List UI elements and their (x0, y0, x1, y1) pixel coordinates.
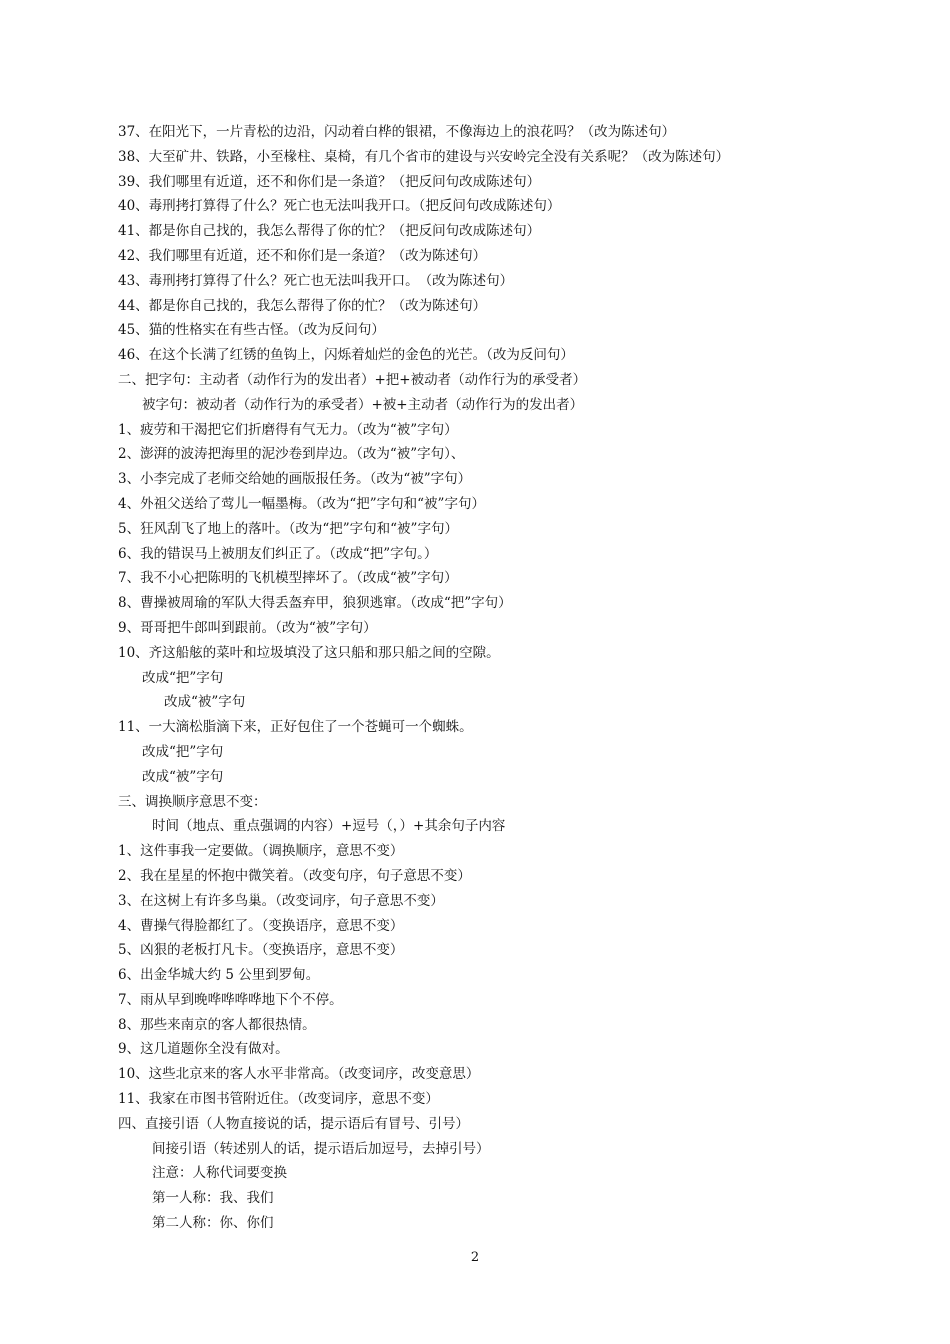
text-line: 4、外祖父送给了莺儿一幅墨梅。（改为“把”字句和“被”字句） (118, 495, 485, 512)
text-line: 被字句：被动者（动作行为的承受者）+被+主动者（动作行为的发出者） (142, 396, 584, 413)
text-line: 11、一大滴松脂滴下来，正好包住了一个苍蝇可一个蜘蛛。 (118, 719, 473, 736)
page-number: 2 (470, 1250, 480, 1265)
text-line: 3、小李完成了老师交给她的画版报任务。（改为“被”字句） (118, 471, 472, 488)
text-line: 1、疲劳和干渴把它们折磨得有气无力。（改为“被”字句） (118, 421, 458, 438)
text-line: 7、雨从早到晚哗哗哗哗地下个不停。 (118, 991, 343, 1008)
text-line: 时间（地点、重点强调的内容）+逗号（，）+其余句子内容 (152, 818, 506, 835)
document-body (118, 120, 918, 1236)
text-line: 42、我们哪里有近道，还不和你们是一条道？（改为陈述句） (118, 247, 487, 264)
text-line: 9、哥哥把牛郎叫到跟前。（改为“被”字句） (118, 619, 377, 636)
text-line: 5、狂风刮飞了地上的落叶。（改为“把”字句和“被”字句） (118, 520, 458, 537)
text-line: 间接引语（转述别人的话，提示语后加逗号，去掉引号） (152, 1140, 490, 1157)
text-line: 38、大至矿井、铁路，小至椽柱、桌椅，有几个省市的建设与兴安岭完全没有关系呢？（改为陈述句） (118, 148, 730, 165)
text-line: 7、我不小心把陈明的飞机模型摔坏了。（改成“被”字句） (118, 570, 458, 587)
text-line: 改成“被”字句 (164, 694, 246, 711)
text-line: 4、曹操气得脸都红了。（变换语序，意思不变） (118, 917, 404, 934)
text-line: 二、把字句：主动者（动作行为的发出者）+把+被动者（动作行为的承受者） (118, 371, 587, 388)
text-line: 1、这件事我一定要做。（调换顺序，意思不变） (118, 843, 404, 860)
text-line: 9、这几道题你全没有做对。 (118, 1041, 289, 1058)
text-line: 44、都是你自己找的，我怎么帮得了你的忙？（改为陈述句） (118, 297, 487, 314)
text-line: 四、直接引语（人物直接说的话，提示语后有冒号、引号） (118, 1115, 469, 1132)
text-line: 8、曹操被周瑜的军队大得丢盔弃甲，狼狈逃窜。（改成“把”字句） (118, 595, 512, 612)
text-line: 10、这些北京来的客人水平非常高。（改变词序，改变意思） (118, 1066, 480, 1083)
text-line: 11、我家在市图书管附近住。（改变词序，意思不变） (118, 1091, 439, 1108)
text-line: 8、那些来南京的客人都很热情。 (118, 1016, 316, 1033)
text-line: 改成“被”字句 (142, 768, 224, 785)
text-line: 37、在阳光下，一片青松的边沿，闪动着白桦的银裙，不像海边上的浪花吗？（改为陈述句） (118, 124, 676, 140)
text-line: 三、调换顺序意思不变： (118, 793, 267, 810)
text-line: 43、毒刑拷打算得了什么？死亡也无法叫我开口。 （改为陈述句） (118, 272, 514, 289)
text-line: 改成“把”字句 (142, 669, 224, 686)
text-line: 2、澎湃的波涛把海里的泥沙卷到岸边。（改为“被”字句）、 (118, 446, 465, 463)
text-line: 45、猫的性格实在有些古怪。（改为反问句） (118, 322, 385, 339)
text-line: 6、出金华城大约 5 公里到罗甸。 (118, 967, 320, 984)
text-line: 注意：人称代词要变换 (152, 1165, 287, 1182)
text-line: 2、我在星星的怀抱中微笑着。（改变句序，句子意思不变） (118, 867, 471, 884)
text-line: 第一人称：我、我们 (152, 1190, 274, 1207)
text-line: 6、我的错误马上被朋友们纠正了。（改成“把”字句。） (118, 545, 438, 562)
text-line: 10、齐这船舷的菜叶和垃圾填没了这只船和那只船之间的空隙。 (118, 644, 500, 661)
text-line: 46、在这个长满了红锈的鱼钩上，闪烁着灿烂的金色的光芒。（改为反问句） (118, 347, 574, 364)
text-line: 41、都是你自己找的，我怎么帮得了你的忙？（把反问句改成陈述句） (118, 223, 541, 240)
text-line: 第二人称：你、你们 (152, 1215, 274, 1232)
text-line: 39、我们哪里有近道，还不和你们是一条道？（把反问句改成陈述句） (118, 173, 541, 190)
text-line: 5、凶狠的老板打凡卡。（变换语序，意思不变） (118, 942, 404, 959)
text-line: 40、毒刑拷打算得了什么？死亡也无法叫我开口。（把反问句改成陈述句） (118, 198, 561, 215)
text-line: 3、在这树上有许多鸟巢。（改变词序，句子意思不变） (118, 892, 444, 909)
text-line: 改成“把”字句 (142, 743, 224, 760)
